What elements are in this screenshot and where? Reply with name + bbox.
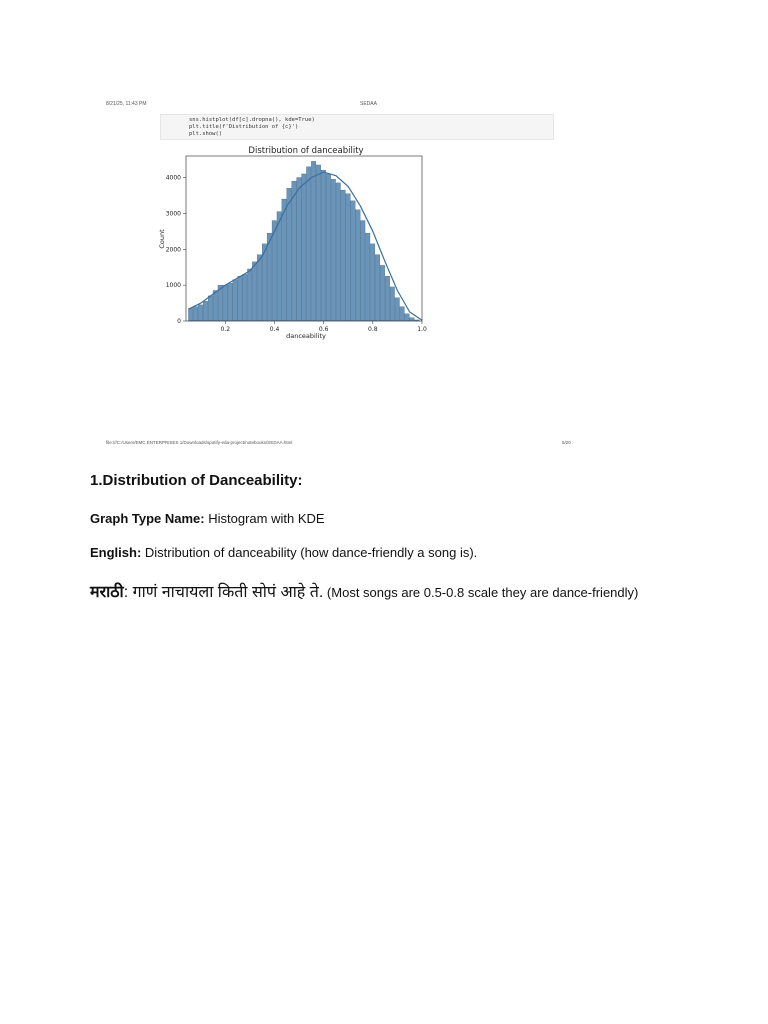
- histogram-chart: [150, 142, 440, 347]
- y-tick-label: 1000: [165, 282, 181, 290]
- histogram-bar: [351, 201, 356, 321]
- y-tick-label: 4000: [165, 174, 181, 182]
- histogram-bar: [287, 188, 292, 321]
- code-line-2: plt.title(f'Distribution of {c}'): [189, 124, 299, 130]
- marathi-line: [90, 580, 638, 602]
- histogram-bar: [336, 183, 341, 321]
- histogram-bar: [247, 269, 252, 321]
- x-tick-label: 1.0: [417, 326, 427, 333]
- histogram-bar: [203, 301, 208, 321]
- histogram-bar: [380, 265, 385, 321]
- chart-title: Distribution of danceability: [248, 146, 364, 156]
- histogram-bar: [188, 308, 193, 321]
- section-heading: 1.Distribution of Danceability:: [90, 472, 303, 489]
- histogram-bar: [331, 179, 336, 321]
- english-line: [90, 545, 477, 560]
- histogram-bar: [292, 181, 297, 321]
- x-axis-label: danceability: [286, 332, 326, 340]
- english-value: Distribution of danceability (how dance-friendly a song is).: [141, 545, 478, 560]
- histogram-bar: [238, 276, 243, 321]
- histogram-bar: [233, 280, 238, 321]
- histogram-bar: [385, 276, 390, 321]
- print-file-path: file:///C:/Users/EMC ENTERPRISES 1/Downloads/spotify-eda-project/notebooks/SEDAA.html: [106, 440, 293, 445]
- histogram-bar: [341, 190, 346, 321]
- marathi-value: : गाणं नाचायला किती सोपं आहे ते.: [123, 584, 324, 601]
- y-tick-label: 0: [177, 318, 181, 325]
- histogram-bar: [297, 178, 302, 321]
- histogram-bar: [302, 174, 307, 321]
- english-label: English:: [90, 545, 142, 560]
- y-tick-label: 2000: [165, 246, 181, 254]
- code-line-3: plt.show(): [189, 131, 223, 137]
- histogram-bar: [326, 174, 331, 321]
- histogram-bar: [252, 262, 257, 321]
- histogram-bar: [208, 296, 213, 321]
- histogram-bar: [223, 285, 228, 321]
- histogram-bar: [365, 233, 370, 321]
- histogram-bar: [390, 287, 395, 321]
- graph-type-value: Histogram with KDE: [204, 511, 325, 526]
- histogram-bar: [395, 298, 400, 321]
- marathi-label: मराठी: [90, 584, 124, 601]
- histogram-bar: [243, 274, 248, 321]
- marathi-note: (Most songs are 0.5-0.8 scale they are dance-friendly): [323, 585, 639, 600]
- x-tick-label: 0.6: [318, 326, 329, 333]
- histogram-bar: [311, 161, 316, 321]
- code-cell: [160, 114, 554, 140]
- histogram-bar: [198, 305, 203, 321]
- histogram-bar: [370, 244, 375, 321]
- x-tick-label: 0.4: [269, 326, 280, 333]
- histogram-bar: [282, 199, 287, 321]
- histogram-bar: [193, 307, 198, 321]
- y-tick-label: 3000: [165, 210, 181, 218]
- x-tick-label: 0.2: [220, 326, 231, 333]
- histogram-bar: [213, 291, 218, 321]
- histogram-bar: [306, 167, 311, 321]
- histogram-bar: [316, 165, 321, 321]
- graph-type-label: Graph Type Name:: [90, 511, 205, 526]
- code-line-1: sns.histplot(df[c].dropna(), kde=True): [189, 117, 315, 123]
- histogram-bar: [356, 210, 361, 321]
- x-tick-label: 0.8: [368, 326, 378, 333]
- histogram-bar: [228, 283, 233, 321]
- histogram-bar: [346, 194, 351, 321]
- histogram-bar: [375, 255, 380, 321]
- print-page-number: 5/20: [562, 440, 571, 445]
- histogram-bar: [400, 307, 405, 321]
- print-date: 8/21/25, 11:43 PM: [106, 101, 147, 107]
- print-doc-title: SEDAA: [360, 101, 377, 107]
- graph-type-line: [90, 511, 325, 526]
- histogram-bar: [405, 314, 410, 321]
- histogram-bar: [257, 255, 262, 321]
- histogram-bar: [361, 221, 366, 321]
- histogram-bar: [277, 212, 282, 321]
- y-axis-label: Count: [158, 229, 166, 249]
- histogram-bar: [410, 318, 415, 321]
- histogram-bar: [321, 170, 326, 321]
